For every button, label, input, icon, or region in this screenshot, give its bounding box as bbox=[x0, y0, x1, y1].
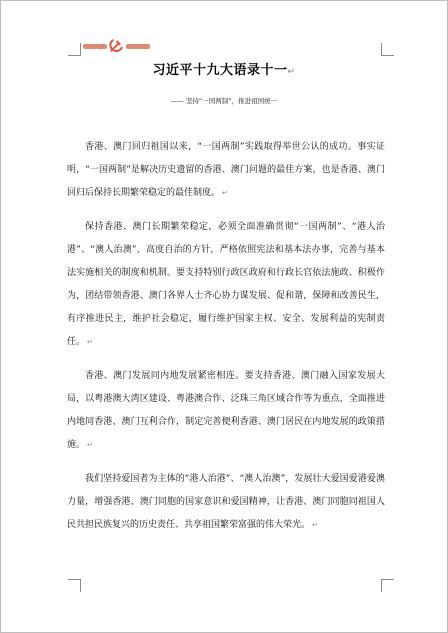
crop-mark-top-right bbox=[381, 43, 394, 56]
paragraph-3 bbox=[67, 365, 385, 457]
paragraph-2 bbox=[67, 216, 385, 354]
header-decor-bar-right bbox=[126, 44, 150, 49]
paragraph-4 bbox=[67, 468, 385, 537]
paragraph-3-text: 香港、澳门发展同内地发展紧密相连。要支持香港、澳门融入国家发展大局，以粤港澳大湾区建设、粤港澳合作、泛珠三角区域合作等为重点，全面推进内地同香港、澳门互利合作，制定完善便利香港、澳门居民在内地发展的政策措施。 bbox=[67, 371, 385, 450]
paragraph-4-text: 我们坚持爱国者为主体的“港人治港”、“澳人治澳”，发展壮大爱国爱港爱澳力量，增强香港、澳门同胞的国家意识和爱国精神，让香港、澳门同胞同祖国人民共担民族复兴的历史责任、共享祖国繁荣富强的伟大荣光。 bbox=[67, 474, 385, 530]
header-decor-bar-left bbox=[83, 44, 107, 49]
crop-mark-bottom-right bbox=[381, 579, 394, 592]
paragraph-mark-icon: ↵ bbox=[87, 441, 93, 449]
document-title bbox=[1, 59, 447, 78]
paragraph-mark-icon: ↵ bbox=[222, 189, 228, 197]
crop-mark-top-left bbox=[68, 43, 81, 56]
hammer-sickle-icon bbox=[109, 38, 124, 53]
paragraph-1 bbox=[67, 136, 385, 205]
paragraph-mark-icon: ↵ bbox=[87, 338, 93, 346]
paragraph-1-text: 香港、澳门回归祖国以来，“一国两制”实践取得举世公认的成功。事实证明，“一国两制”是解决历史遗留的香港、澳门问题的最佳方案，也是香港、澳门回归后保持长期繁荣稳定的最佳制度。 bbox=[67, 142, 385, 198]
document-title-text: 习近平十九大语录十一 bbox=[152, 63, 288, 78]
document-subtitle: —— 坚持“一国两制”，推进祖国统一 bbox=[170, 97, 278, 105]
document-body bbox=[67, 136, 385, 548]
paragraph-mark-icon: ↵ bbox=[312, 521, 318, 529]
paragraph-2-text: 保持香港、澳门长期繁荣稳定，必须全面准确贯彻“一国两制”、“港人治港”、“澳人治澳”、高度自治的方针，严格依照宪法和基本法办事，完善与基本法实施相关的制度和机制。要支持特别行政区政府和行政长官依法施政、积极作为，团结带领香港、澳门各界人士齐心协力谋发展、促和谐，保障和改善民生，有序推进民主，维护社会稳定，履行维护国家主权、安全、发展利益的宪制责任。 bbox=[67, 222, 385, 347]
crop-mark-bottom-left bbox=[68, 579, 81, 592]
paragraph-mark-icon: ↵ bbox=[287, 67, 296, 77]
